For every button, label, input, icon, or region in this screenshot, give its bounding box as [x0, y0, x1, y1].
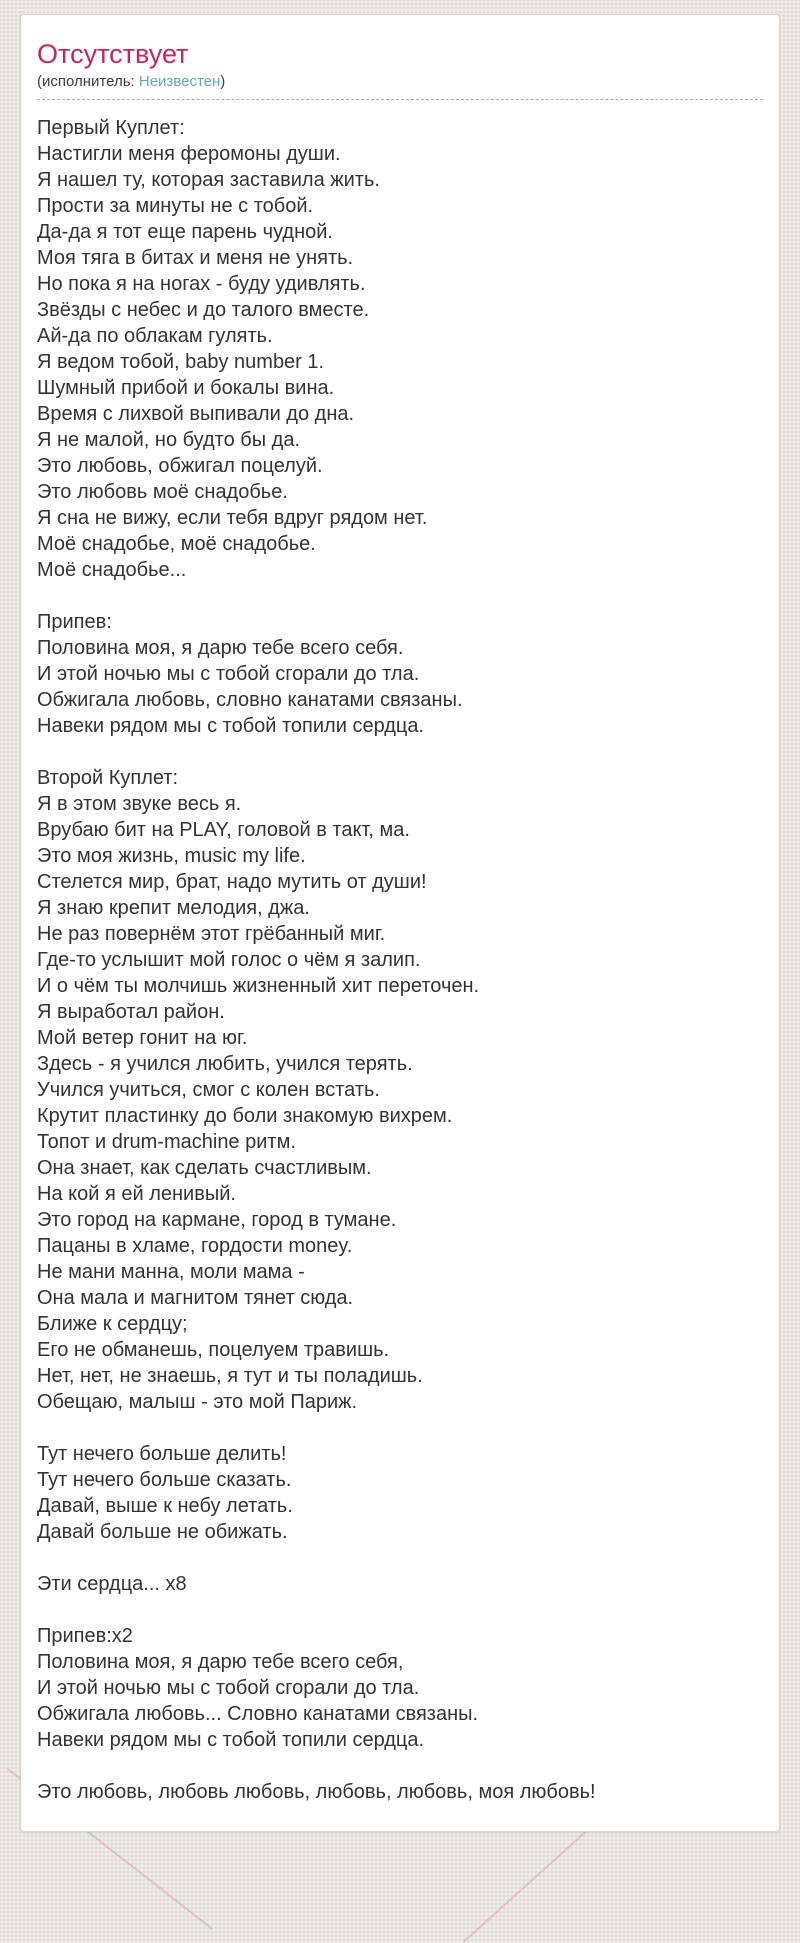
stanza: Это любовь, любовь любовь, любовь, любовь, моя любовь! [37, 1781, 596, 1804]
stanza: Тут нечего больше делить! Тут нечего больше сказать. Давай, выше к небу летать. Давай больше не обижать. [37, 1443, 293, 1544]
stanza: Эти сердца... x8 [37, 1573, 187, 1596]
artist-line [37, 73, 763, 100]
song-title: Отсутствует [37, 39, 189, 69]
lyrics [37, 115, 763, 1805]
stanza: Припев:x2 Половина моя, я дарю тебе всего себя, И этой ночью мы с тобой сгорали до тла. Обжигала любовь... Словно канатами связаны. Навеки рядом мы с тобой топили сердца. [37, 1625, 479, 1752]
artist-label-suffix: ) [220, 73, 226, 91]
artist-link[interactable]: Неизвестен [138, 73, 221, 91]
stanza: Припев: Половина моя, я дарю тебе всего себя. И этой ночью мы с тобой сгорали до тла. Обжигала любовь, словно канатами связаны. Навеки рядом мы с тобой топили сердца. [37, 611, 463, 738]
stanza: Второй Куплет: Я в этом звуке весь я. Врубаю бит на PLAY, головой в такт, ма. Это моя жизнь, music my life. Стелется мир, брат, надо мутить от души! Я знаю крепит мелодия, джа. Не раз повернём этот грёбанный миг. Где-то услышит мой голос о чём я залип. И о чём ты молчишь жизненный хит переточен. Я выработал район. Мой ветер гонит на юг. Здесь - я учился любить, учился терять. Учился учиться, смог с колен встать. Крутит пластинку до боли знакомую вихрем. Топот и drum-machine ритм. Она знает, как сделать счастливым. На кой я ей ленивый. Это город на кармане, город в тумане. Пацаны в хламе, гордости money. Не мани манна, моли мама - Она мала и магнитом тянет сюда. Ближе к сердцу; Его не обманешь, поцелуем травишь. Нет, нет, не знаешь, я тут и ты поладишь. Обещаю, малыш - это мой Париж. [37, 767, 480, 1414]
artist-label-prefix: (исполнитель: [37, 73, 139, 91]
stanza: Первый Куплет: Настигли меня феромоны души. Я нашел ту, которая заставила жить. Прости за минуты не с тобой. Да-да я тот еще парень чудной. Моя тяга в битах и меня не унять. Но пока я на ногах - буду удивлять. Звёзды с небес и до талого вместе. Ай-да по облакам гулять. Я ведом тобой, baby number 1. Шумный прибой и бокалы вина. Время с лихвой выпивали до дна. Я не малой, но будто бы да. Это любовь, обжигал поцелуй. Это любовь моё снадобье. Я сна не вижу, если тебя вдруг рядом нет. Моё снадобье, моё снадобье. Моё снадобье... [37, 117, 428, 582]
lyrics-card [20, 14, 780, 1832]
